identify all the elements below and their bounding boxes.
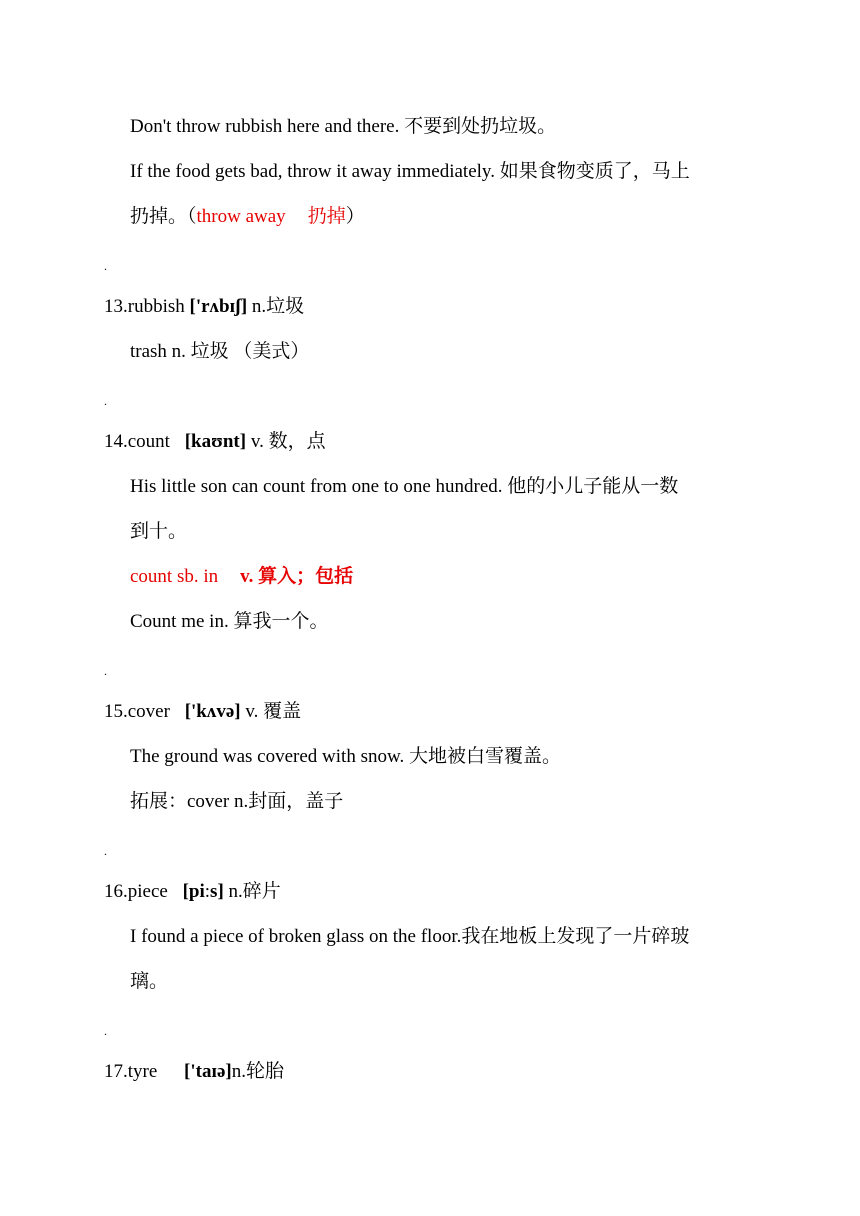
separator-dot: .: [104, 664, 107, 678]
separator-dot: .: [104, 844, 107, 858]
phonetic: s]: [210, 881, 224, 902]
vocab-entry-rubbish: [104, 295, 304, 319]
phonetic: ['kʌvə]: [184, 701, 241, 722]
example-text: 扔掉。（: [130, 206, 197, 227]
definition: v. 数，点: [246, 431, 326, 452]
example-sentence: [130, 610, 328, 634]
example-sentence-continued: [130, 205, 365, 229]
phrase-line: [130, 565, 353, 589]
example-text: The ground was covered with snow. 大地被白雪覆盖。: [130, 746, 561, 767]
example-sentence: [130, 160, 690, 184]
headword: 16.piece: [104, 881, 173, 902]
headword: 15.cover: [104, 701, 175, 722]
phrase-meaning: 扔掉: [307, 206, 346, 227]
definition: n.轮胎: [231, 1061, 284, 1082]
headword: 14.count: [104, 431, 175, 452]
example-sentence: [130, 475, 678, 499]
vocab-entry-count: [104, 430, 326, 454]
definition: n.垃圾: [247, 296, 305, 317]
vocab-entry-piece: [104, 880, 281, 904]
note-text: trash n. 垃圾 （美式）: [130, 341, 310, 362]
example-text: ）: [345, 206, 365, 227]
example-text: Count me in. 算我一个。: [130, 611, 329, 632]
example-sentence-continued: [130, 970, 168, 994]
extension-note: [130, 790, 343, 814]
extension-text: 拓展：cover n.封面，盖子: [130, 791, 344, 812]
example-text: His little son can count from one to one hundred. 他的小儿子能从一数: [130, 476, 679, 497]
example-sentence-continued: [130, 520, 187, 544]
phrase: count sb. in: [130, 566, 219, 587]
headword: 13.rubbish: [104, 296, 190, 317]
example-sentence: [130, 925, 689, 949]
phonetic: ['taɪə]: [184, 1061, 232, 1082]
example-text: If the food gets bad, throw it away immediately. 如果食物变质了，马上: [130, 161, 690, 182]
example-text: I found a piece of broken glass on the floor.我在地板上发现了一片碎玻: [130, 926, 690, 947]
example-sentence: [130, 745, 561, 769]
phonetic: ['rʌbɪʃ]: [189, 296, 248, 317]
example-text: Don't throw rubbish here and there. 不要到处扔垃圾。: [130, 116, 557, 137]
definition: n.碎片: [223, 881, 281, 902]
example-text: 璃。: [130, 971, 169, 992]
vocab-entry-tyre: [104, 1060, 284, 1084]
phonetic-length-mark: :: [204, 881, 211, 902]
example-text: 到十。: [130, 521, 188, 542]
separator-dot: .: [104, 1024, 107, 1038]
headword: 17.tyre: [104, 1061, 163, 1082]
vocab-entry-cover: [104, 700, 301, 724]
usage-note: [130, 340, 309, 364]
phrase-meaning: v. 算入；包括: [240, 566, 354, 587]
separator-dot: .: [104, 394, 107, 408]
phonetic: [kaʊnt]: [184, 431, 247, 452]
example-sentence: [130, 115, 556, 139]
definition: v. 覆盖: [240, 701, 302, 722]
phonetic: [pi: [182, 881, 205, 902]
phrase: throw away: [196, 206, 286, 227]
separator-dot: .: [104, 259, 107, 273]
